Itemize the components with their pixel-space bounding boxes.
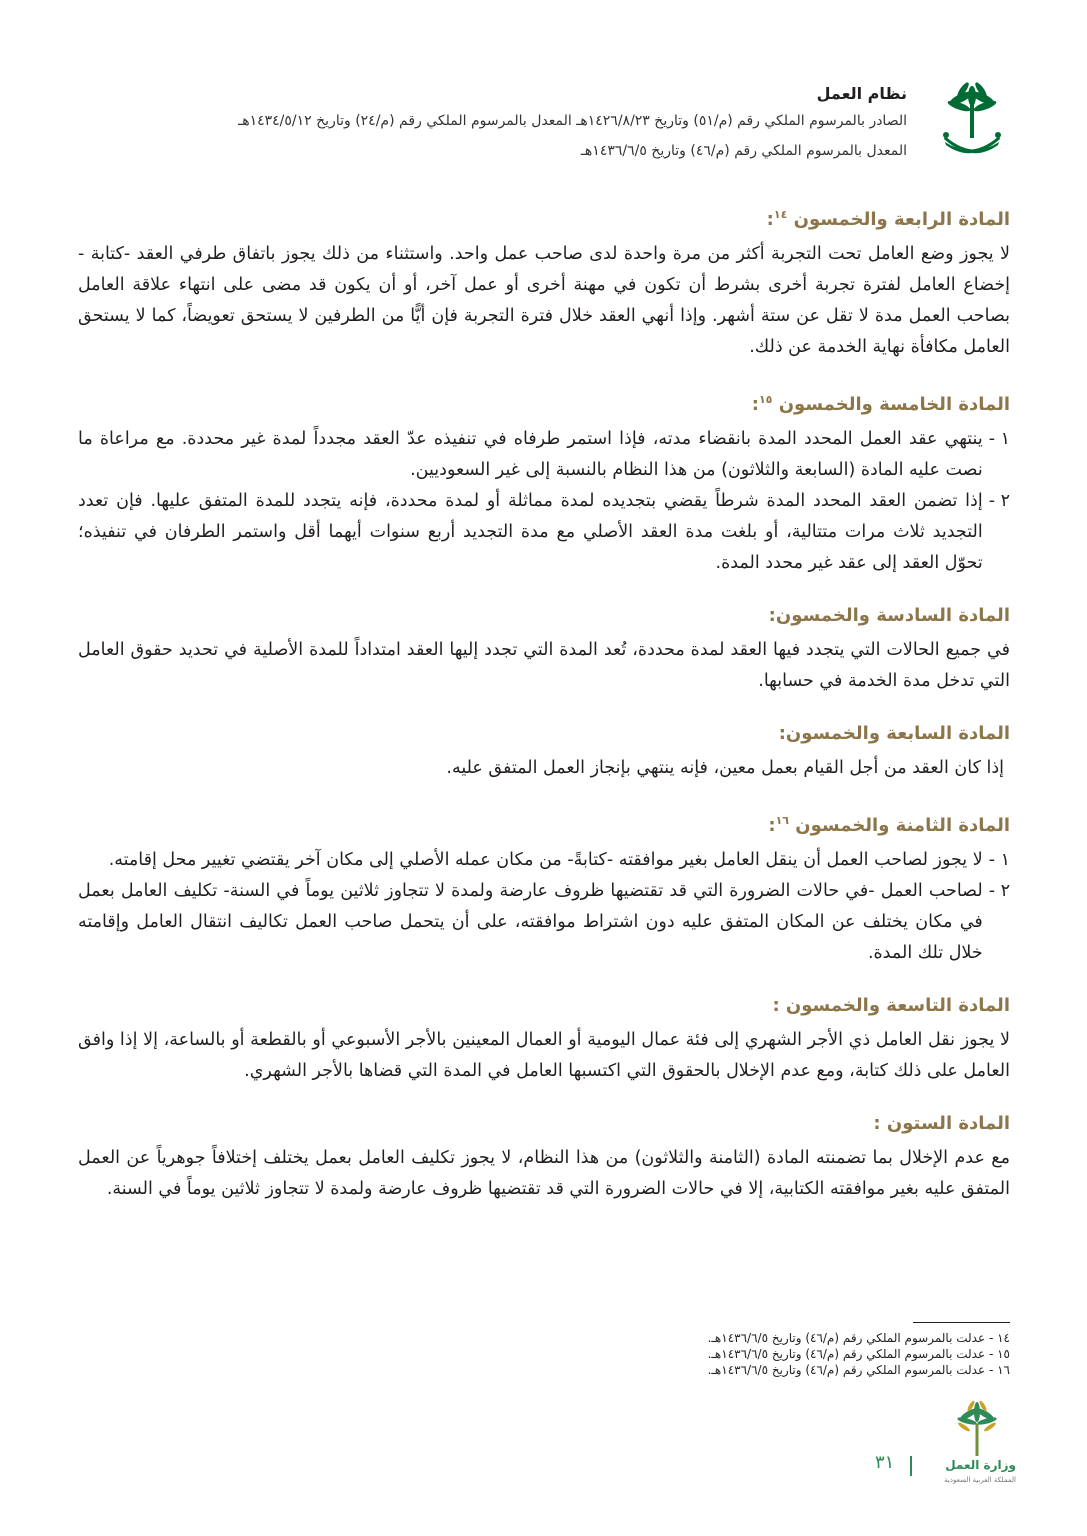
article-title: المادة الثامنة والخمسون $^{١٦}$: [768,814,1010,836]
item-text: ينتهي عقد العمل المحدد المدة بانقضاء مدته، فإذا استمر طرفاه في تنفيذه عدّ العقد مجدداً لمدة غير محددة. مع مراعاة ما نصت عليه المادة (السابعة والثلاثون) من هذا النظام بالنسبة إلى غير السعوديين. [78,429,983,480]
article-57 [78,719,1010,784]
saudi-emblem-icon [941,82,1003,162]
article-title-text: المادة الخامسة والخمسون [778,394,1010,415]
list-item [78,876,1010,969]
article-text: في جميع الحالات التي يتجدد فيها العقد لمدة محددة، تُعد المدة التي تجدد إليها العقد امتداداً للمدة الأصلية في تحديد حقوق العامل التي تدخل مدة الخدمة في حسابها. [78,640,1010,691]
article-text: لا يجوز وضع العامل تحت التجربة أكثر من مرة واحدة لدى صاحب عمل واحد. واستثناء من ذلك يجوز باتفاق طرفي العقد -كتابة - إخضاع العامل لفترة تجربة أخرى بشرط أن تكون في مهنة أخرى أو عمل آخر، أو أن يكون قد مضى على انتهاء علاقة العامل بصاحب العمل مدة لا تقل عن ستة أشهر. وإذا أنهي العقد خلال فترة التجربة فإن أيًّا من الطرفين لا يستحق تعويضاً، كما لا يستحق العامل مكافأة نهاية الخدمة عن ذلك. [78,244,1010,357]
ministry-subtitle: المملكة العربية السعودية [944,1476,1016,1484]
law-title: نظام العمل [816,84,907,103]
article-text: لا يجوز نقل العامل ذي الأجر الشهري إلى فئة عمال اليومية أو العمال المعينين بالأجر الأسبوعي أو بالقطعة أو بالساعة، إلا إذا وافق العامل على ذلك كتابة، ومع عدم الإخلال بالحقوق التي اكتسبها العامل في المدة التي قضاها بالأجر الشهري. [78,1030,1010,1081]
article-55 [78,385,1010,579]
item-number: ١ - [988,850,1010,870]
ministry-logo [938,1400,1016,1500]
article-text: مع عدم الإخلال بما تضمنته المادة (الثامنة والثلاثون) من هذا النظام، لا يجوز تكليف العامل بعمل يختلف إختلافاً جوهرياً عن العمل المتفق عليه بغير موافقته الكتابية، إلا في حالات الضرورة التي قد تقتضيها ظروف عارضة ولمدة لا تتجاوز ثلاثين يوماً في السنة. [78,1148,1010,1199]
decree-line-2: المعدل بالمرسوم الملكي رقم (م/٤٦) وتاريخ ١٤٣٦/٦/٥هـ [580,143,907,159]
footnote-ref: ١٥ [758,393,773,406]
article-title: المادة الخامسة والخمسون $^{١٥}$: [751,393,1010,415]
article-title: المادة الستون : [873,1113,1010,1134]
item-text: إذا تضمن العقد المحدد المدة شرطاً يقضي بتجديده لمدة مماثلة أو لمدة محددة، فإنه يتجدد للمدة المتفق عليها. فإن تعدد التجديد ثلاث مرات متتالية، أو بلغت مدة العقد الأصلي مع مدة التجديد أربع سنوات أيهما أقل واستمر الطرفان في تنفيذه؛ تحوّل العقد إلى عقد غير محدد المدة. [78,491,983,573]
item-number: ٢ - [988,491,1010,511]
article-54 [78,200,1010,363]
ministry-name: وزارة العمل [945,1458,1016,1472]
list-item [78,486,1010,579]
item-text: لصاحب العمل -في حالات الضرورة التي قد تقتضيها ظروف عارضة ولمدة لا تتجاوز ثلاثين يوماً في السنة- تكليف العامل بعمل في مكان يختلف عن المكان المتفق عليه دون اشتراط موافقته، على أن يتحمل صاحب العمل تكاليف انتقال العامل وإقامته خلال تلك المدة. [78,881,983,963]
item-text: لا يجوز لصاحب العمل أن ينقل العامل بغير موافقته -كتابةً- من مكان عمله الأصلي إلى مكان آخر يقتضي تغيير محل إقامته. [108,850,983,870]
article-title-text: المادة الثامنة والخمسون [795,815,1010,836]
article-title-text: المادة الرابعة والخمسون [793,209,1010,230]
article-59 [78,991,1010,1087]
list-item [78,424,1010,486]
article-text: إذا كان العقد من أجل القيام بعمل معين، فإنه ينتهي بإنجاز العمل المتفق عليه. [446,758,1004,778]
document-header [87,84,907,171]
decree-line-1: الصادر بالمرسوم الملكي رقم (م/٥١) وتاريخ ١٤٢٦/٨/٢٣هـ المعدل بالمرسوم الملكي رقم (م/٢٤) وتاريخ ١٤٣٤/٥/١٢هـ [238,113,907,129]
article-56 [78,601,1010,697]
list-item [78,845,1010,876]
article-60 [78,1109,1010,1205]
footnote-divider [913,1322,1010,1323]
footnote-ref: ١٤ [773,208,788,221]
article-title: المادة السادسة والخمسون: [768,605,1010,626]
palm-logo-icon [956,1400,998,1458]
footnote: ١٦ - عدلت بالمرسوم الملكي رقم (م/٤٦) وتاريخ ١٤٣٦/٦/٥هـ. [707,1363,1010,1377]
footnote: ١٥ - عدلت بالمرسوم الملكي رقم (م/٤٦) وتاريخ ١٤٣٦/٦/٥هـ. [707,1347,1010,1361]
footnotes [410,1330,1010,1378]
item-number: ١ - [988,429,1010,449]
article-title: المادة السابعة والخمسون: [778,723,1010,744]
footnote-ref: ١٦ [775,814,789,827]
articles-content [78,200,1010,1227]
page-number: ٣١ [875,1452,895,1473]
article-title: المادة الرابعة والخمسون $^{١٤}$: [766,208,1010,230]
footnote: ١٤ - عدلت بالمرسوم الملكي رقم (م/٤٦) وتاريخ ١٤٣٦/٦/٥هـ. [707,1331,1010,1345]
article-58 [78,806,1010,969]
article-title: المادة التاسعة والخمسون : [772,995,1010,1016]
page-number-divider [910,1456,912,1476]
item-number: ٢ - [988,881,1010,901]
